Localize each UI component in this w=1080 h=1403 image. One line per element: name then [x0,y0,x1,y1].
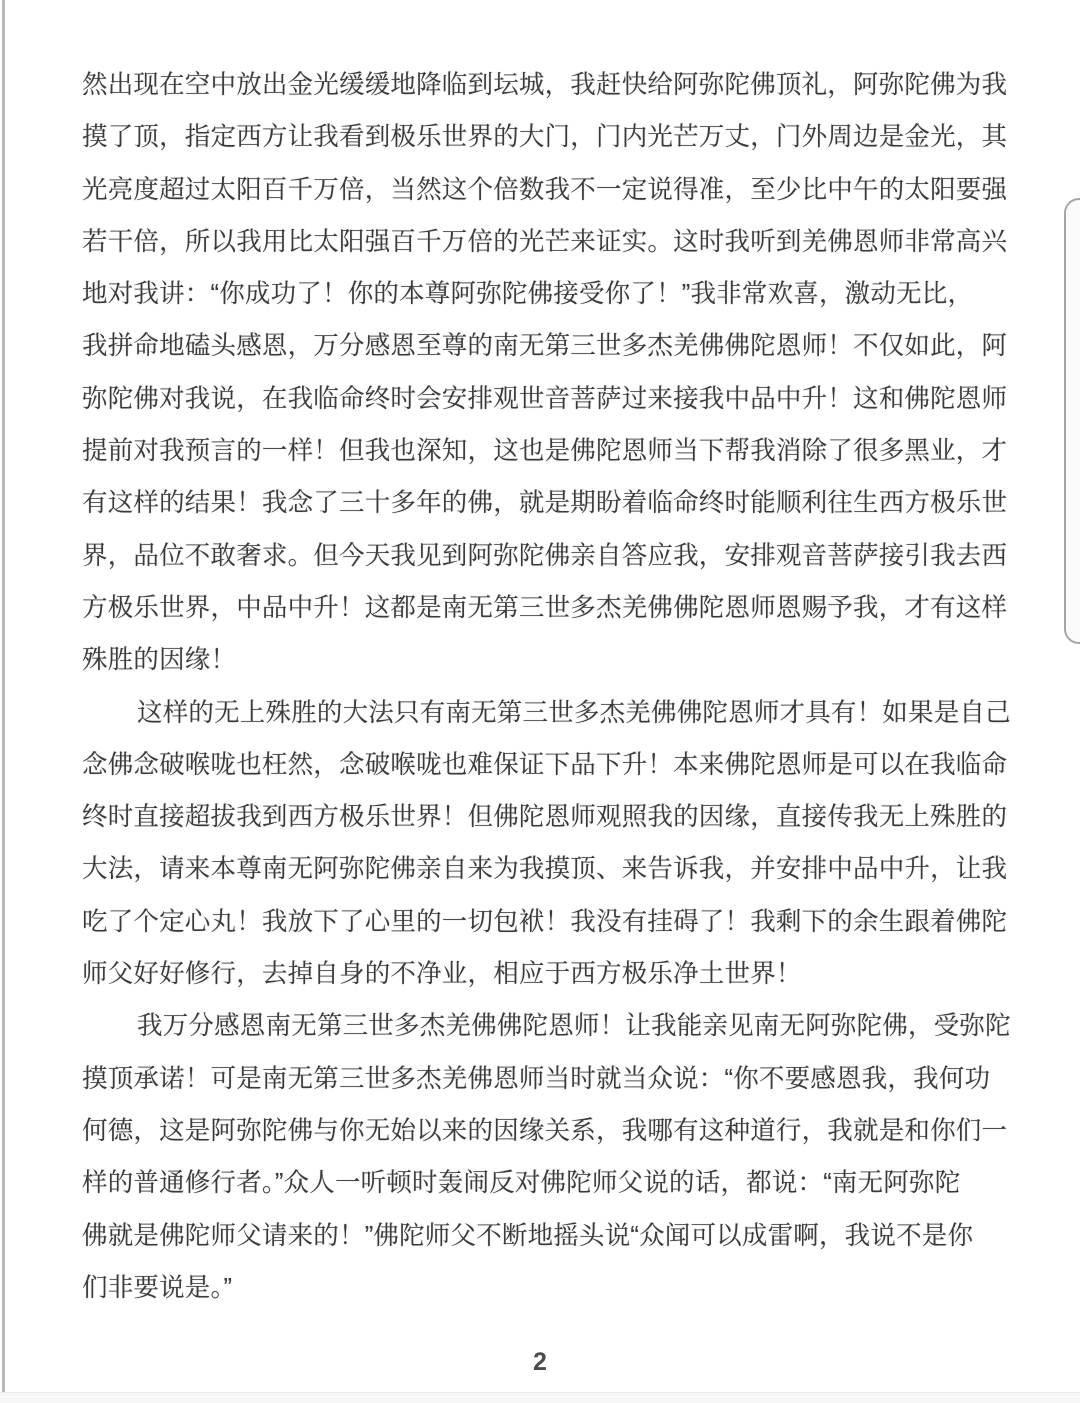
text-line: 方极乐世界，中品中升！这都是南无第三世多杰羌佛佛陀恩师恩赐予我，才有这样 [82,593,1008,622]
text-line: 地对我讲：“你成功了！你的本尊阿弥陀佛接受你了！”我非常欢喜，激动无比， [82,280,974,309]
text-line: 提前对我预言的一样！但我也深知，这也是佛陀恩师当下帮我消除了很多黑业，才 [82,437,1008,466]
text-line: 摸顶承诺！可是南无第三世多杰羌佛恩师当时就当众说：“你不要感恩我，我何功 [82,1064,991,1093]
text-line: 然出现在空中放出金光缓缓地降临到坛城，我赶快给阿弥陀佛顶礼，阿弥陀佛为我 [82,71,1008,99]
paragraph [82,1000,1011,1314]
text-line: 吃了个定心丸！我放下了心里的一切包袱！我没有挂碍了！我剩下的余生跟着佛陀 [82,907,1008,936]
text-line: 这样的无上殊胜的大法只有南无第三世多杰羌佛佛陀恩师才具有！如果是自己 [137,698,1011,727]
text-line: 我拼命地磕头感恩，万分感恩至尊的南无第三世多杰羌佛佛陀恩师！不仅如此，阿 [82,332,1008,361]
document-text [82,59,1011,1314]
text-line: 殊胜的因缘！ [82,646,237,675]
text-line: 摸了顶，指定西方让我看到极乐世界的大门，门内光芒万丈，门外周边是金光，其 [82,123,1008,152]
paragraph [82,59,1006,687]
text-line: 若干倍，所以我用比太阳强百千万倍的光芒来证实。这时我听到羌佛恩师非常高兴 [82,227,1008,256]
page-edge-line [2,0,5,1392]
text-line: 念佛念破喉咙也枉然，念破喉咙也难保证下品下升！本来佛陀恩师是可以在我临命 [82,750,1008,779]
paragraph [82,687,1011,1001]
text-line: 终时直接超拔我到西方极乐世界！但佛陀恩师观照我的因缘，直接传我无上殊胜的 [82,803,1008,832]
text-line: 佛就是佛陀师父请来的！”佛陀师父不断地摇头说“众闻可以成雷啊，我说不是你 [82,1221,974,1250]
text-line: 样的普通修行者。”众人一听顿时轰闹反对佛陀师父说的话，都说：“南无阿弥陀 [82,1169,961,1198]
text-line: 我万分感恩南无第三世多杰羌佛佛陀恩师！让我能亲见南无阿弥陀佛，受弥陀 [137,1012,1011,1041]
page-number: 2 [533,1348,547,1376]
text-line: 弥陀佛对我说，在我临命终时会安排观世音菩萨过来接我中品中升！这和佛陀恩师 [82,384,1008,413]
text-line: 有这样的结果！我念了三十多年的佛，就是期盼着临命终时能顺利往生西方极乐世 [82,489,1008,518]
text-line: 光亮度超过太阳百千万倍，当然这个倍数我不一定说得准，至少比中午的太阳要强 [82,175,1008,204]
text-line: 界，品位不敢奢求。但今天我见到阿弥陀佛亲自答应我，安排观音菩萨接引我去西 [82,541,1008,570]
text-line: 们非要说是。” [82,1273,233,1302]
scrollbar-thumb[interactable] [1064,198,1080,644]
text-line: 师父好好修行，去掉自身的不净业，相应于西方极乐净土世界！ [82,960,802,989]
text-line: 何德，这是阿弥陀佛与你无始以来的因缘关系，我哪有这种道行，我就是和你们一 [82,1116,1008,1145]
text-line: 大法，请来本尊南无阿弥陀佛亲自来为我摸顶、来告诉我，并安排中品中升，让我 [82,855,1008,884]
bottom-bar [0,1392,1080,1403]
